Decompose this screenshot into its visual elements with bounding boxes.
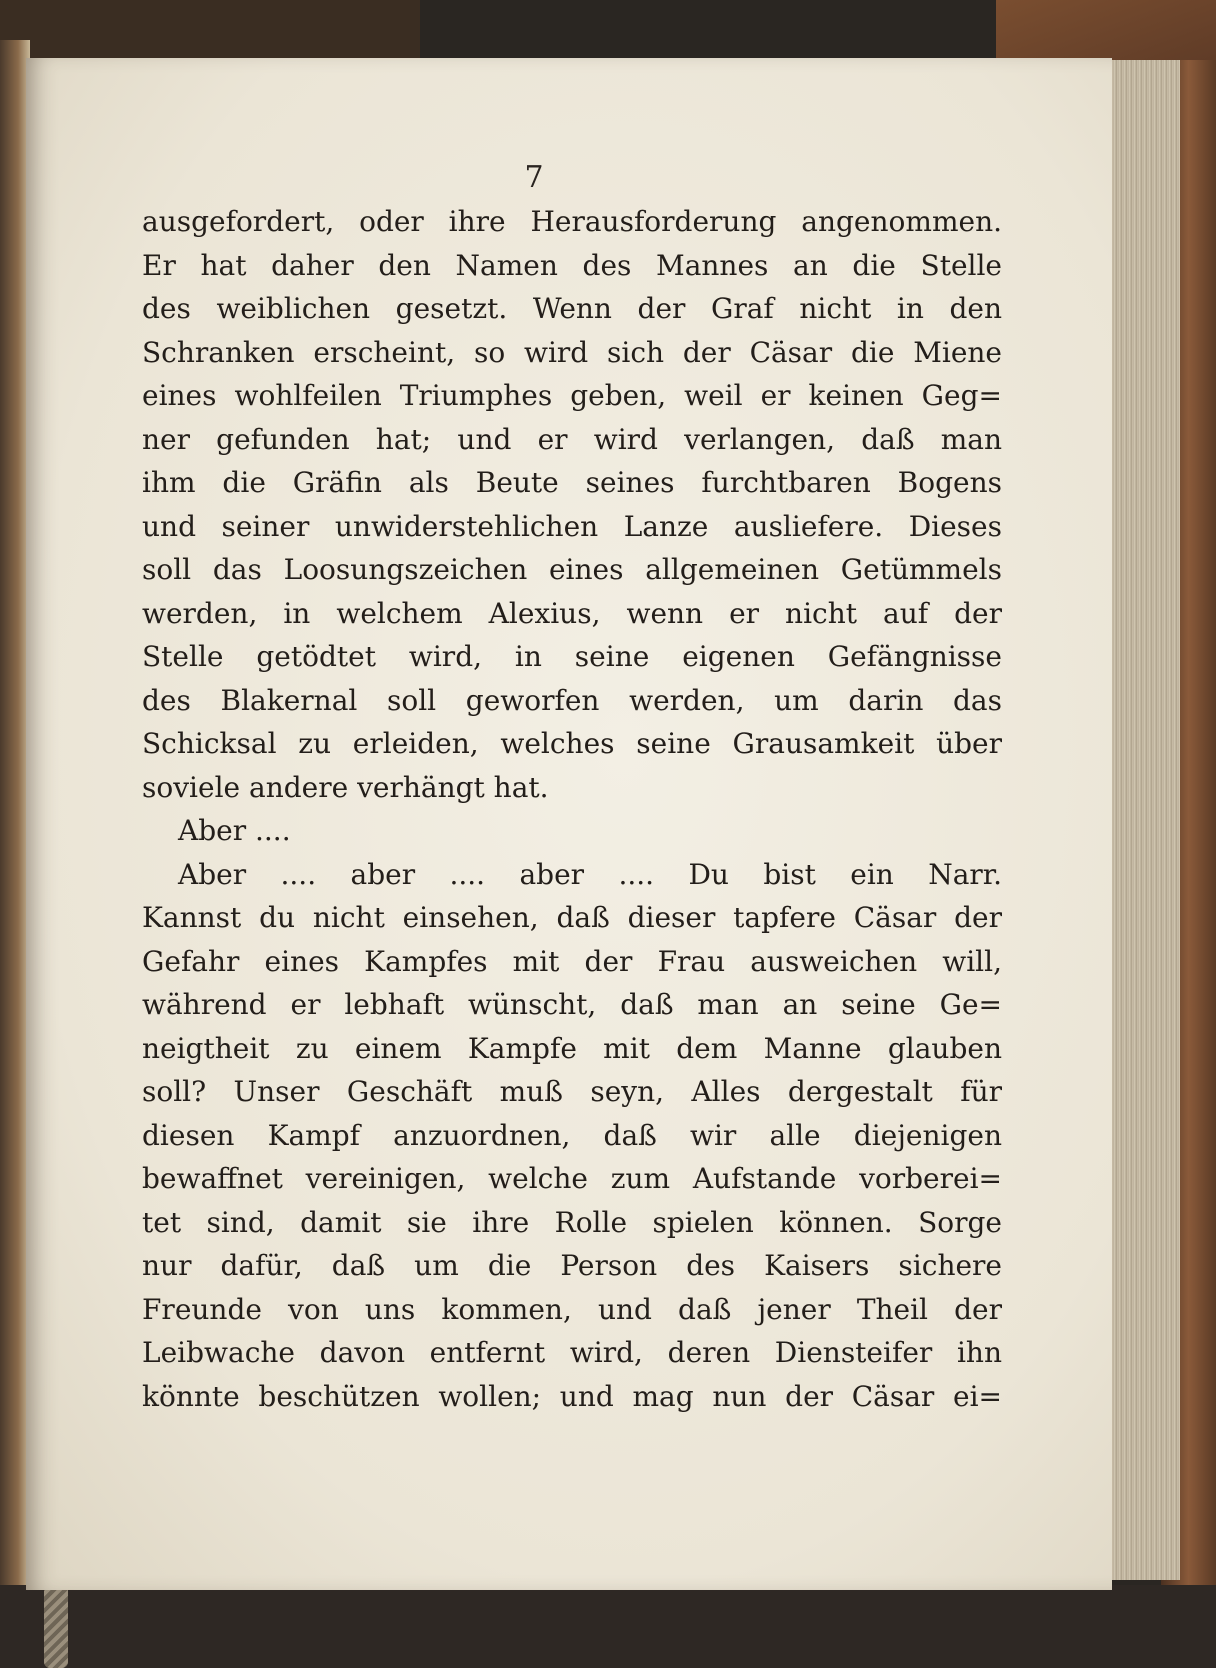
page-fore-edge <box>1107 60 1180 1580</box>
text-line: eines wohlfeilen Triumphes geben, weil er keinen Geg= <box>142 379 1002 412</box>
text-line: ihm die Gräfin als Beute seines furchtbaren Bogens <box>142 466 1002 499</box>
text-line: tet sind, damit sie ihre Rolle spielen können. Sorge <box>142 1205 1002 1239</box>
text-line: soviele andere verhängt hat. <box>142 770 549 804</box>
page-number: 7 <box>524 160 544 195</box>
text-line: Aber .... aber .... aber .... Du bist ein Narr. <box>178 857 1002 891</box>
text-line: werden, in welchem Alexius, wenn er nicht auf der <box>142 596 1002 630</box>
text-line: Kannst du nicht einsehen, daß dieser tapfere Cäsar der <box>142 901 1002 934</box>
text-line: ner gefunden hat; und er wird verlangen, daß man <box>142 422 1002 456</box>
text-line: neigtheit zu einem Kampfe mit dem Manne glauben <box>142 1031 1002 1065</box>
text-line: soll das Loosungszeichen eines allgemeinen Getümmels <box>142 553 1002 586</box>
text-line: könnte beschützen wollen; und mag nun der Cäsar ei= <box>142 1379 1002 1413</box>
text-line: Leibwache davon entfernt wird, deren Diensteifer ihn <box>142 1336 1002 1369</box>
text-line: soll? Unser Geschäft muß seyn, Alles dergestalt für <box>142 1075 1002 1108</box>
text-line: Stelle getödtet wird, in seine eigenen Gefängnisse <box>142 640 1002 673</box>
book-cover-top-left <box>0 0 420 60</box>
text-line: bewaffnet vereinigen, welche zum Aufstande vorberei= <box>142 1162 1002 1195</box>
text-line: Schicksal zu erleiden, welches seine Grausamkeit über <box>142 727 1002 760</box>
text-line: nur dafür, daß um die Person des Kaisers sichere <box>142 1249 1002 1282</box>
text-line: Aber .... <box>178 814 291 847</box>
text-line: diesen Kampf anzuordnen, daß wir alle diejenigen <box>142 1118 1002 1152</box>
book-bottom-edge <box>0 1585 1216 1668</box>
page-text <box>142 200 1002 1418</box>
text-line: ausgefordert, oder ihre Herausforderung angenommen. <box>142 205 1002 238</box>
text-line: Gefahr eines Kampfes mit der Frau ausweichen will, <box>142 944 1002 978</box>
text-line: Freunde von uns kommen, und daß jener Theil der <box>142 1292 1002 1326</box>
text-line: und seiner unwiderstehlichen Lanze ausliefere. Dieses <box>142 509 1002 543</box>
text-line: während er lebhaft wünscht, daß man an seine Ge= <box>142 988 1002 1021</box>
text-line: Schranken erscheint, so wird sich der Cäsar die Miene <box>142 335 1002 369</box>
text-line: des weiblichen gesetzt. Wenn der Graf nicht in den <box>142 292 1002 325</box>
text-line: Er hat daher den Namen des Mannes an die Stelle <box>142 248 1002 282</box>
text-line: des Blakernal soll geworfen werden, um darin das <box>142 683 1002 717</box>
bookmark-thread <box>44 1580 68 1668</box>
